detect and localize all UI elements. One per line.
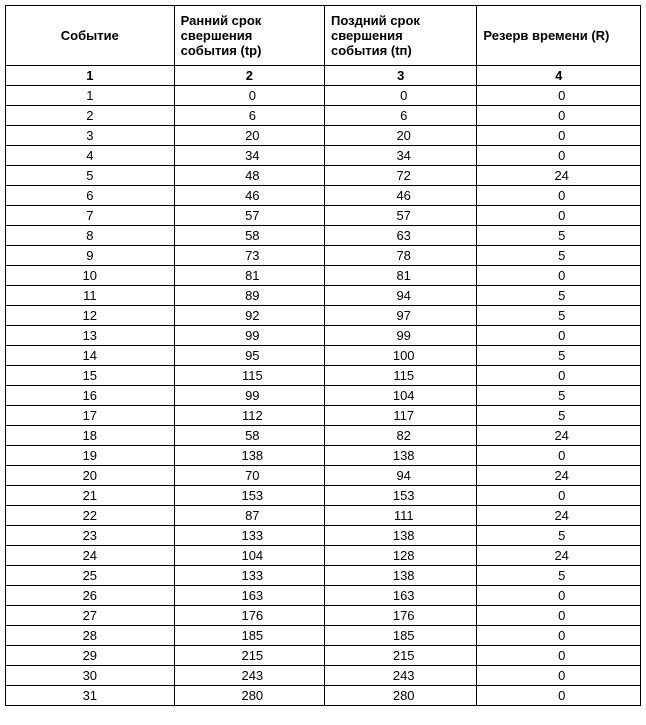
cell-event: 30	[6, 666, 175, 686]
cell-late-time: 111	[325, 506, 477, 526]
table-row	[6, 266, 641, 286]
table-row	[6, 566, 641, 586]
table-row	[6, 666, 641, 686]
cell-late-time: 63	[325, 226, 477, 246]
table-row	[6, 686, 641, 706]
cell-early-time: 0	[174, 86, 324, 106]
cell-late-time: 138	[325, 446, 477, 466]
cell-late-time: 97	[325, 306, 477, 326]
cell-event: 26	[6, 586, 175, 606]
cell-reserve: 5	[477, 306, 641, 326]
table-row	[6, 286, 641, 306]
cell-reserve: 0	[477, 626, 641, 646]
table-row	[6, 86, 641, 106]
cell-reserve: 0	[477, 486, 641, 506]
cell-late-time: 243	[325, 666, 477, 686]
cell-reserve: 5	[477, 286, 641, 306]
cell-event: 11	[6, 286, 175, 306]
table-body	[6, 86, 641, 706]
header-late-time	[325, 6, 477, 66]
cell-event: 28	[6, 626, 175, 646]
cell-early-time: 73	[174, 246, 324, 266]
cell-reserve: 0	[477, 646, 641, 666]
cell-late-time: 176	[325, 606, 477, 626]
header-row	[6, 6, 641, 66]
cell-early-time: 58	[174, 226, 324, 246]
cell-reserve: 0	[477, 126, 641, 146]
cell-early-time: 95	[174, 346, 324, 366]
cell-reserve: 0	[477, 666, 641, 686]
cell-event: 21	[6, 486, 175, 506]
column-number: 4	[477, 66, 641, 86]
cell-late-time: 81	[325, 266, 477, 286]
cell-reserve: 5	[477, 566, 641, 586]
cell-late-time: 82	[325, 426, 477, 446]
table-row	[6, 526, 641, 546]
cell-early-time: 6	[174, 106, 324, 126]
cell-late-time: 153	[325, 486, 477, 506]
events-table-container	[5, 5, 641, 706]
cell-late-time: 115	[325, 366, 477, 386]
events-table	[5, 5, 641, 706]
cell-early-time: 176	[174, 606, 324, 626]
cell-early-time: 133	[174, 566, 324, 586]
cell-reserve: 5	[477, 246, 641, 266]
cell-reserve: 0	[477, 86, 641, 106]
cell-early-time: 58	[174, 426, 324, 446]
cell-late-time: 34	[325, 146, 477, 166]
cell-late-time: 78	[325, 246, 477, 266]
cell-reserve: 0	[477, 686, 641, 706]
cell-early-time: 215	[174, 646, 324, 666]
header-early-line-1: Ранний срок	[180, 13, 262, 28]
table-row	[6, 646, 641, 666]
cell-late-time: 94	[325, 466, 477, 486]
cell-event: 4	[6, 146, 175, 166]
cell-late-time: 280	[325, 686, 477, 706]
cell-reserve: 0	[477, 366, 641, 386]
cell-event: 22	[6, 506, 175, 526]
header-event-label: Событие	[60, 28, 119, 43]
column-number: 2	[174, 66, 324, 86]
header-early-line-3: события (tp)	[180, 43, 262, 58]
table-row	[6, 106, 641, 126]
cell-late-time: 57	[325, 206, 477, 226]
cell-early-time: 89	[174, 286, 324, 306]
column-number: 1	[6, 66, 175, 86]
cell-reserve: 0	[477, 266, 641, 286]
cell-early-time: 163	[174, 586, 324, 606]
table-row	[6, 586, 641, 606]
cell-late-time: 46	[325, 186, 477, 206]
cell-reserve: 5	[477, 346, 641, 366]
table-row	[6, 246, 641, 266]
table-row	[6, 386, 641, 406]
cell-late-time: 20	[325, 126, 477, 146]
header-reserve-label: Резерв времени (R)	[483, 28, 610, 43]
table-row	[6, 326, 641, 346]
cell-event: 18	[6, 426, 175, 446]
table-row	[6, 486, 641, 506]
cell-event: 1	[6, 86, 175, 106]
cell-reserve: 5	[477, 386, 641, 406]
cell-event: 2	[6, 106, 175, 126]
cell-reserve: 24	[477, 466, 641, 486]
cell-early-time: 243	[174, 666, 324, 686]
cell-late-time: 117	[325, 406, 477, 426]
cell-event: 5	[6, 166, 175, 186]
cell-early-time: 185	[174, 626, 324, 646]
cell-late-time: 138	[325, 526, 477, 546]
table-row	[6, 346, 641, 366]
header-reserve	[477, 6, 641, 66]
cell-late-time: 72	[325, 166, 477, 186]
cell-early-time: 138	[174, 446, 324, 466]
cell-reserve: 0	[477, 326, 641, 346]
cell-event: 17	[6, 406, 175, 426]
table-row	[6, 206, 641, 226]
table-row	[6, 466, 641, 486]
header-early-time	[174, 6, 324, 66]
cell-late-time: 104	[325, 386, 477, 406]
cell-event: 12	[6, 306, 175, 326]
cell-reserve: 24	[477, 426, 641, 446]
cell-reserve: 0	[477, 446, 641, 466]
cell-reserve: 0	[477, 106, 641, 126]
cell-event: 20	[6, 466, 175, 486]
cell-event: 31	[6, 686, 175, 706]
table-row	[6, 606, 641, 626]
cell-reserve: 24	[477, 546, 641, 566]
cell-late-time: 6	[325, 106, 477, 126]
cell-early-time: 48	[174, 166, 324, 186]
cell-early-time: 92	[174, 306, 324, 326]
cell-early-time: 133	[174, 526, 324, 546]
table-row	[6, 626, 641, 646]
header-late-line-1: Поздний срок	[331, 13, 420, 28]
cell-early-time: 20	[174, 126, 324, 146]
table-row	[6, 366, 641, 386]
header-late-line-2: свершения	[331, 28, 403, 43]
cell-event: 15	[6, 366, 175, 386]
cell-early-time: 81	[174, 266, 324, 286]
cell-event: 19	[6, 446, 175, 466]
cell-event: 25	[6, 566, 175, 586]
cell-event: 13	[6, 326, 175, 346]
table-row	[6, 226, 641, 246]
cell-reserve: 24	[477, 166, 641, 186]
header-event	[6, 6, 175, 66]
column-number-row	[6, 66, 641, 86]
cell-reserve: 5	[477, 226, 641, 246]
table-row	[6, 126, 641, 146]
cell-early-time: 115	[174, 366, 324, 386]
cell-early-time: 112	[174, 406, 324, 426]
cell-late-time: 185	[325, 626, 477, 646]
table-row	[6, 546, 641, 566]
table-row	[6, 306, 641, 326]
cell-late-time: 138	[325, 566, 477, 586]
cell-event: 8	[6, 226, 175, 246]
header-early-line-2: свершения	[180, 28, 253, 43]
cell-late-time: 99	[325, 326, 477, 346]
cell-event: 10	[6, 266, 175, 286]
cell-reserve: 5	[477, 526, 641, 546]
cell-event: 24	[6, 546, 175, 566]
cell-event: 23	[6, 526, 175, 546]
cell-event: 9	[6, 246, 175, 266]
cell-early-time: 280	[174, 686, 324, 706]
cell-early-time: 70	[174, 466, 324, 486]
table-row	[6, 506, 641, 526]
cell-early-time: 99	[174, 386, 324, 406]
table-row	[6, 166, 641, 186]
cell-early-time: 57	[174, 206, 324, 226]
cell-early-time: 99	[174, 326, 324, 346]
cell-reserve: 0	[477, 206, 641, 226]
cell-event: 29	[6, 646, 175, 666]
cell-event: 6	[6, 186, 175, 206]
cell-early-time: 153	[174, 486, 324, 506]
cell-reserve: 24	[477, 506, 641, 526]
cell-reserve: 0	[477, 146, 641, 166]
cell-reserve: 0	[477, 186, 641, 206]
table-row	[6, 426, 641, 446]
cell-event: 16	[6, 386, 175, 406]
cell-late-time: 163	[325, 586, 477, 606]
table-row	[6, 186, 641, 206]
cell-event: 7	[6, 206, 175, 226]
cell-reserve: 0	[477, 586, 641, 606]
cell-event: 27	[6, 606, 175, 626]
cell-late-time: 100	[325, 346, 477, 366]
header-late-line-3: события (tп)	[331, 43, 412, 58]
cell-late-time: 0	[325, 86, 477, 106]
table-row	[6, 146, 641, 166]
cell-event: 3	[6, 126, 175, 146]
cell-early-time: 34	[174, 146, 324, 166]
cell-event: 14	[6, 346, 175, 366]
table-row	[6, 406, 641, 426]
cell-late-time: 94	[325, 286, 477, 306]
table-row	[6, 446, 641, 466]
cell-early-time: 46	[174, 186, 324, 206]
cell-late-time: 128	[325, 546, 477, 566]
cell-reserve: 0	[477, 606, 641, 626]
column-number: 3	[325, 66, 477, 86]
cell-reserve: 5	[477, 406, 641, 426]
cell-late-time: 215	[325, 646, 477, 666]
cell-early-time: 87	[174, 506, 324, 526]
cell-early-time: 104	[174, 546, 324, 566]
